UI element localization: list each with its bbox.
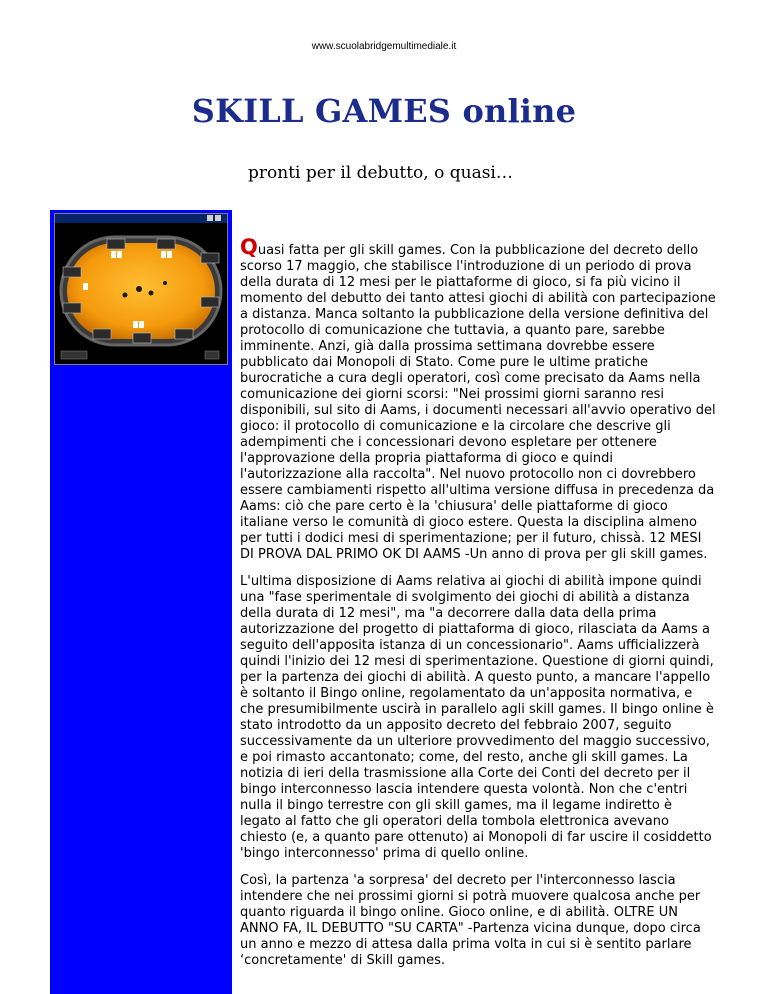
poker-window-titlebar — [55, 214, 227, 223]
close-icon — [215, 215, 221, 221]
article-paragraph-2: L'ultima disposizione di Aams relativa ai giochi di abilità impone quindi una "fase sperimentale di svolgimento dei giochi di abilità a distanza della durata di 12 mesi", ma "a decorrere dalla data della prima autorizzazione del progetto di piattaforma di gioco, rilasciata da Aams a seguito dell'apposita istanza di un concessionario". Aams ufficializzerà quindi l'inizio dei 12 mesi di sperimentazione. Questione di giorni quindi, per la partenza dei giochi di abilità. A questo punto, a mancare l'appello è soltanto il Bingo online, regolamentato da un'apposita normativa, e che presumibilmente uscirà in parallelo agli skill games. Il bingo online è stato introdotto da un apposito decreto del febbraio 2007, seguito successivamente da un ulteriore provvedimento del maggio successivo, e poi rimasto accantonato; come, del resto, anche gli skill games. La notizia di ieri della trasmissione alla Corte dei Conti del decreto per il bingo interconnesso lascia intendere questa volontà. Non che c'entri nulla il bingo terrestre con gli skill games, ma il legame indiretto è legato al fatto che gli operatori della tombola elettronica avevano chiesto (e, a quanto pare ottenuto) ai Monopoli di far uscire il cosiddetto 'bingo interconnesso' prima di quello online. — [240, 574, 714, 861]
page-subtitle: pronti per il debutto, o quasi… — [248, 163, 513, 183]
article-paragraph-3: Così, la partenza 'a sorpresa' del decreto per l'interconnesso lascia intendere che nei prossimi giorni si potrà muovere qualcosa anche per quanto riguarda il bingo online. Gioco online, e di abilità. OLTRE UN ANNO FA, IL DEBUTTO "SU CARTA" -Partenza vicina dunque, dopo circa un anno e mezzo di attesa dalla prima volta in cui si è sentito parlare ‘concretamente' di Skill games. — [240, 873, 701, 968]
article-body — [240, 235, 716, 980]
minimize-icon — [207, 215, 213, 221]
site-url: www.scuolabridgemultimediale.it — [311, 41, 457, 52]
poker-table-stage — [55, 223, 227, 364]
drop-cap: Q — [240, 235, 258, 259]
article-paragraph-1 — [240, 235, 716, 563]
poker-table-screenshot — [54, 213, 228, 365]
paragraph-1-text: uasi fatta per gli skill games. Con la pubblicazione del decreto dello scorso 17 maggio, che stabilisce l'introduzione di un periodo di prova della durata di 12 mesi per le piattaforme di gioco, si fa più vicino il momento del debutto dei tanto attesi giochi di abilità con partecipazione a distanza. Manca soltanto la pubblicazione della versione definitiva del protocollo di comunicazione che tuttavia, a quanto pare, sarebbe imminente. Anzi, già dalla prossima settimana dovrebbe essere pubblicato dai Monopoli di Stato. Come pure le ultime pratiche burocratiche a cura degli operatori, così come precisato da Aams nella comunicazione dei giorni scorsi: "Nei prossimi giorni saranno resi disponibili, sul sito di Aams, i documenti necessari all'avvio operativo del gioco: il protocollo di comunicazione e la circolare che descrive gli adempimenti che i concessionari devono espletare per ottenere l'approvazione della propria piattaforma di gioco e quindi l'autorizzazione alla raccolta". Nel nuovo protocollo non ci dovrebbero essere cambiamenti rispetto all'ultima versione diffusa in precedenza da Aams: ciò che pare certo è la 'chiusura' delle piattaforme di gioco italiane verso le comunità di gioco estere. Questa la disciplina almeno per tutti i dodici mesi di sperimentazione; per il futuro, chissà. 12 MESI DI PROVA DAL PRIMO OK DI AAMS -Un anno di prova per gli skill games. — [240, 243, 716, 562]
page-title: SKILL GAMES online — [191, 92, 577, 130]
poker-table-icon — [55, 223, 227, 364]
